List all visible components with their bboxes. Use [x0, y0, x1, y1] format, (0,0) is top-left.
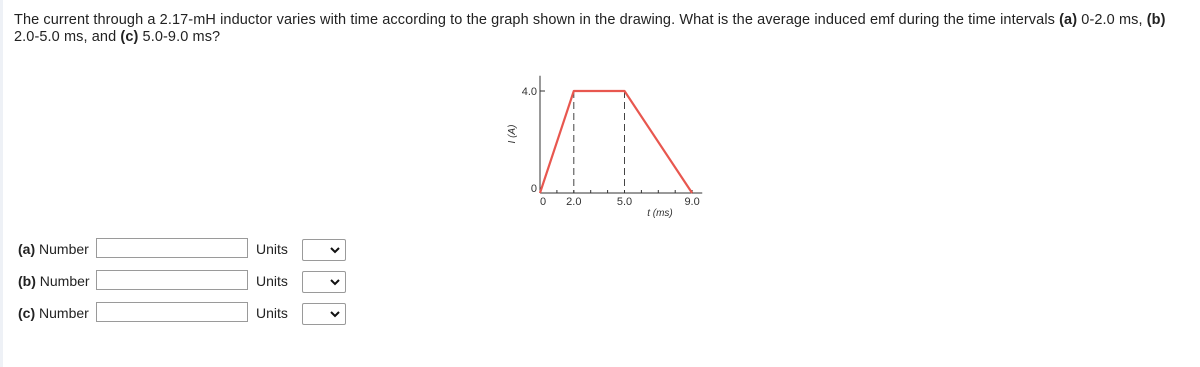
- x-tick-label: 2.0: [566, 196, 582, 208]
- answer-c-number-input[interactable]: [96, 302, 248, 322]
- answer-a-part: (a): [18, 241, 36, 257]
- answer-b-units-label: Units: [256, 273, 288, 289]
- answer-row-b: [18, 270, 358, 292]
- question-text-4: 5.0-9.0 ms?: [138, 29, 221, 45]
- y-tick-label: 4.0: [521, 86, 537, 98]
- answer-c-part: (c): [18, 305, 36, 321]
- x-tick-label: 0: [539, 196, 547, 208]
- part-c-marker: (c): [120, 29, 139, 45]
- chevron-down-icon: [330, 247, 340, 254]
- chevron-down-icon: [330, 279, 340, 286]
- answer-a-units-label: Units: [256, 241, 288, 257]
- x-tick-label: 5.0: [616, 196, 633, 208]
- y-tick-label: 0: [530, 183, 537, 195]
- chevron-down-icon: [330, 311, 340, 318]
- y-axis-label: I (A): [507, 124, 518, 144]
- y-ticks: [522, 86, 545, 195]
- answer-row-a: [18, 238, 358, 260]
- answer-a-number-label: Number: [39, 241, 89, 257]
- question-text: [14, 12, 1184, 46]
- answer-row-c: [18, 302, 358, 324]
- part-a-marker: (a): [1059, 12, 1078, 28]
- current-vs-time-graph: [500, 66, 720, 226]
- answer-b-label: [18, 273, 90, 289]
- x-axis-label: t (ms): [647, 208, 673, 219]
- answer-c-units-select[interactable]: [302, 303, 346, 325]
- answer-b-units-select[interactable]: [302, 271, 346, 293]
- question-text-2: 0-2.0 ms,: [1077, 12, 1147, 28]
- answer-b-part: (b): [18, 273, 36, 289]
- part-b-marker: (b): [1146, 12, 1166, 28]
- answer-a-label: [18, 241, 89, 257]
- answer-a-number-input[interactable]: [96, 238, 248, 258]
- answer-b-number-input[interactable]: [96, 270, 248, 290]
- answer-b-number-label: Number: [39, 273, 90, 289]
- answer-c-units-label: Units: [256, 305, 288, 321]
- answer-c-label: [18, 305, 89, 321]
- x-tick-label: 9.0: [684, 196, 700, 208]
- current-series-line: [540, 91, 692, 193]
- question-text-3: 2.0-5.0 ms, and: [14, 29, 121, 45]
- dashed-guides: [574, 91, 625, 193]
- left-edge-rule: [0, 0, 3, 367]
- question-text-1: The current through a 2.17-mH inductor varies with time according to the graph shown in the drawing. What is the average induced emf during the time intervals: [14, 12, 1060, 28]
- answer-a-units-select[interactable]: [302, 239, 346, 261]
- answer-c-number-label: Number: [39, 305, 89, 321]
